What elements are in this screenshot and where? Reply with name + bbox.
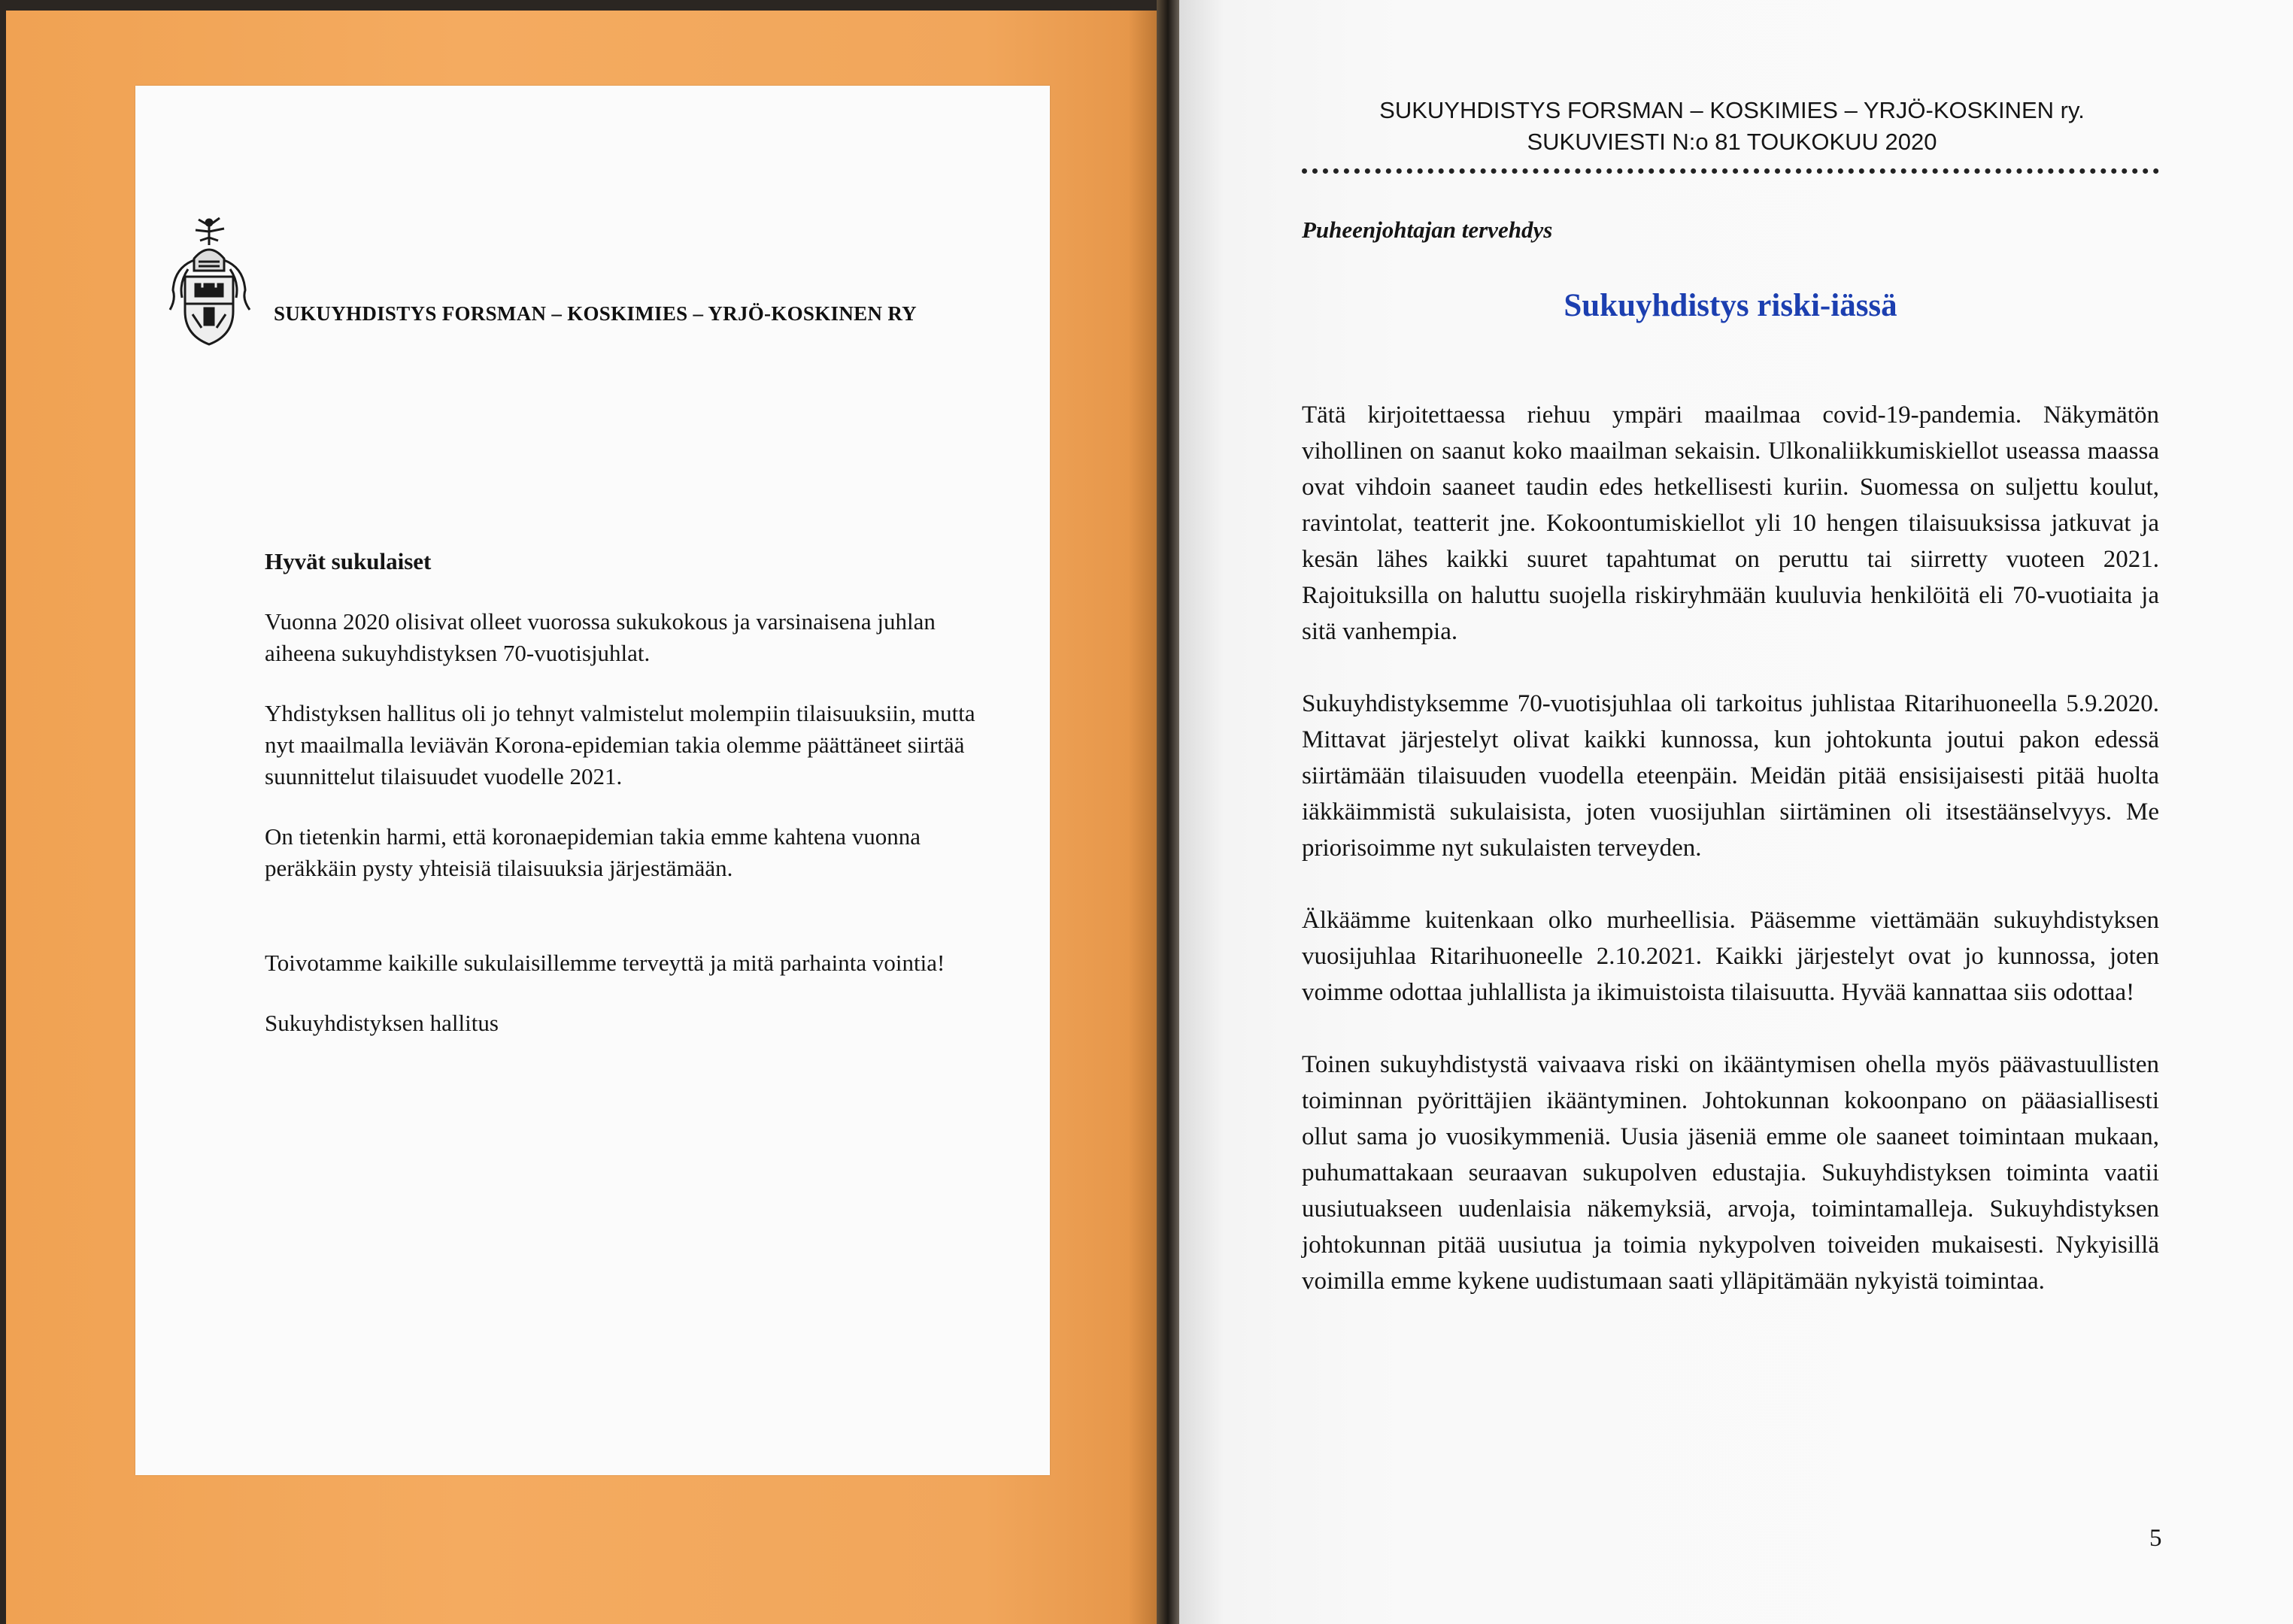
article-title: Sukuyhdistys riski-iässä	[1564, 288, 1897, 323]
coat-of-arms-icon	[165, 215, 254, 350]
letter-sheet	[135, 86, 1050, 1475]
header-organization: SUKUYHDISTYS FORSMAN – KOSKIMIES – YRJÖ-KOSKINEN ry.	[1379, 97, 2085, 123]
header-divider	[1302, 168, 2159, 174]
letterhead-title: SUKUYHDISTYS FORSMAN – KOSKIMIES – YRJÖ-KOSKINEN RY	[274, 302, 917, 325]
page-number: 5	[2149, 1525, 2162, 1552]
letter-body	[265, 546, 987, 1039]
left-page	[6, 11, 1157, 1624]
article-body	[1302, 397, 2159, 1299]
letterhead	[165, 215, 1023, 350]
article-paragraph: Tätä kirjoitettaessa riehuu ympäri maailmaa covid-19-pandemia. Näkymätön vihollinen on saanut koko maailman sekaisin. Ulkonaliikkumiskiellot useassa maassa ovat vihdoin saaneet taudin edes hetkellisesti kuriin. Suomessa on suljettu koulut, ravintolat, teatterit jne. Kokoontumiskiellot yli 10 hengen tilaisuuksissa jatkuvat ja kesän lähes kaikki suuret tapahtumat on peruttu tai siirretty vuoteen 2021. Rajoituksilla on haluttu suojella riskiryhmään kuuluvia henkilöitä eli 70-vuotiaita ja sitä vanhempia.	[1302, 401, 2159, 645]
header-issue: SUKUVIESTI N:o 81 TOUKOKUU 2020	[1527, 129, 1937, 155]
page-header	[1300, 95, 2164, 158]
letter-paragraph: Vuonna 2020 olisivat olleet vuorossa sukukokous ja varsinaisena juhlan aiheena sukuyhdistyksen 70-vuotisjuhlat.	[265, 608, 936, 666]
article-paragraph: Sukuyhdistyksemme 70-vuotisjuhlaa oli tarkoitus juhlistaa Ritarihuoneella 5.9.2020. Mittavat järjestelyt olivat kaikki kunnossa, kun johtokunta joutui pakon edessä siirtämään tilaisuuden vuodella eteenpäin. Meidän pitää ensisijaisesti pitää huolta iäkkäimmistä sukulaisista, joten vuosijuhlan siirtäminen oli itsestäänselvyys. Me priorisoimme nyt sukulaisten terveyden.	[1302, 690, 2159, 862]
article-paragraph: Älkäämme kuitenkaan olko murheellisia. Pääsemme viettämään sukuyhdistyksen vuosijuhlaa Ritarihuoneelle 2.10.2021. Kaikki järjestelyt ovat jo kunnossa, joten voimme odottaa juhlallista ja ikimuistoista tilaisuutta. Hyvää kannattaa siis odottaa!	[1302, 907, 2159, 1006]
letter-paragraph: Yhdistyksen hallitus oli jo tehnyt valmistelut molempiin tilaisuuksiin, mutta nyt maailmalla leviävän Korona-epidemian takia olemme päättäneet siirtää suunnittelut tilaisuudet vuodelle 2021.	[265, 700, 975, 789]
letter-greeting: Hyvät sukulaiset	[265, 548, 432, 574]
right-page	[1179, 0, 2293, 1624]
book-spine	[1157, 0, 1179, 1624]
letter-paragraph: On tietenkin harmi, että koronaepidemian takia emme kahtena vuonna peräkkäin pysty yhteisiä tilaisuuksia järjestämään.	[265, 823, 921, 881]
page-edge-shadow	[1128, 11, 1157, 1624]
article-paragraph: Toinen sukuyhdistystä vaivaava riski on ikääntymisen ohella myös päävastuullisten toiminnan pyörittäjien ikääntyminen. Johtokunnan kokoonpano on pääasiallisesti ollut sama jo vuosikymmeniä. Uusia jäseniä emme ole saaneet toimintaan mukaan, puhumattakaan seuraavan sukupolven edustajia. Sukuyhdistyksen toiminta vaatii uusiutuakseen uudenlaisia näkemyksiä, arvoja, toimintamalleja. Sukuyhdistyksen johtokunnan pitää uusiutua ja toimia nykypolven toiveiden mukaisesti. Nykyisillä voimilla emme kykene uudistumaan saati ylläpitämään nykyistä toimintaa.	[1302, 1051, 2159, 1295]
section-label: Puheenjohtajan tervehdys	[1302, 217, 1553, 243]
letter-signature: Sukuyhdistyksen hallitus	[265, 1010, 499, 1036]
letter-paragraph: Toivotamme kaikille sukulaisillemme terveyttä ja mitä parhainta vointia!	[265, 950, 945, 976]
